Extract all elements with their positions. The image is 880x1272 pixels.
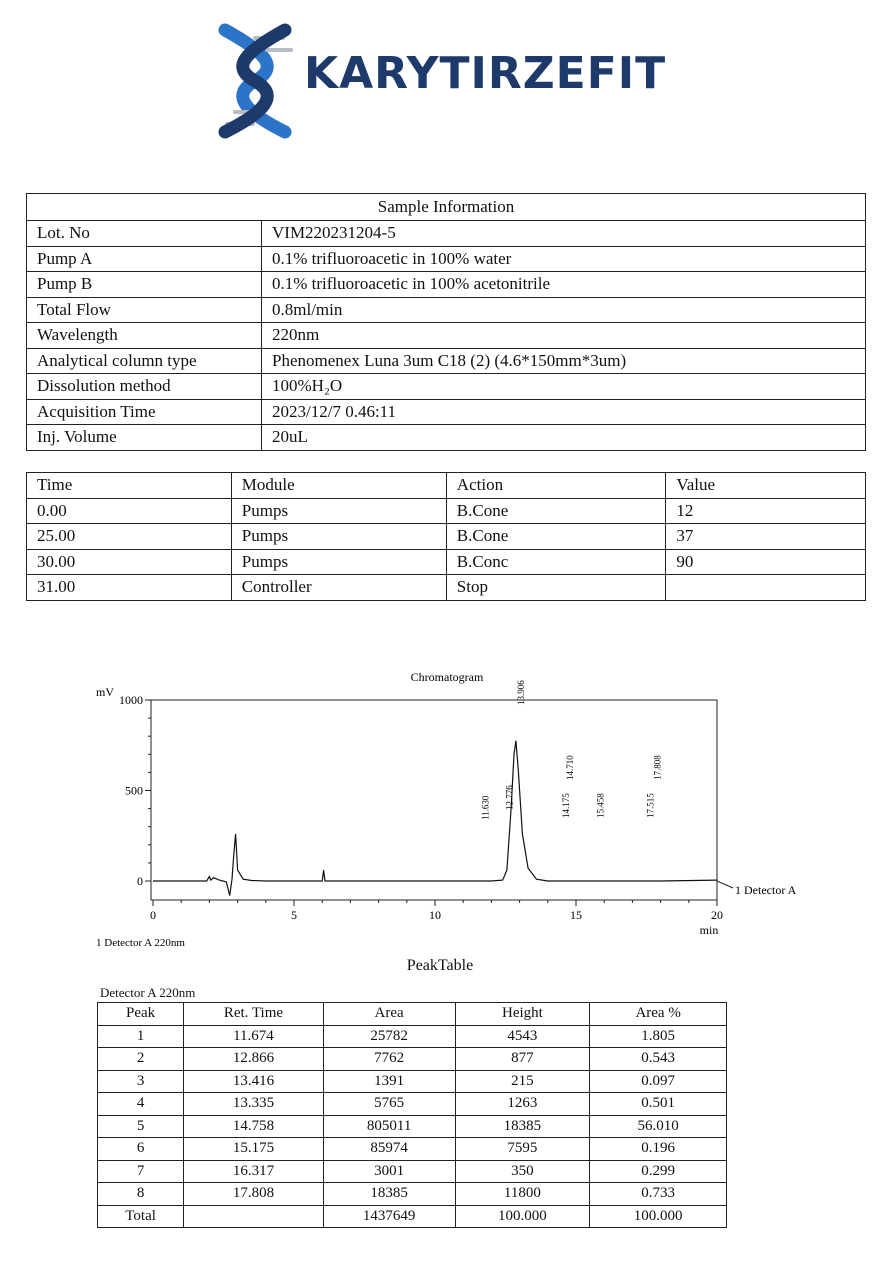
peak-cell: 7 — [98, 1160, 184, 1183]
info-key: Acquisition Time — [27, 399, 262, 425]
info-value: VIM220231204-5 — [262, 221, 866, 247]
program-row — [27, 524, 866, 550]
peak-cell: 5 — [98, 1115, 184, 1138]
info-row — [27, 297, 866, 323]
peak-cell: 14.758 — [184, 1115, 324, 1138]
sample-information-title: Sample Information — [27, 194, 866, 221]
info-row — [27, 323, 866, 349]
program-cell: 31.00 — [27, 575, 232, 601]
program-header-cell: Action — [446, 473, 666, 499]
info-value: 0.8ml/min — [262, 297, 866, 323]
peak-cell: 0.097 — [590, 1070, 727, 1093]
program-header-cell: Module — [231, 473, 446, 499]
series-line-detector-a — [153, 741, 717, 896]
peak-cell: 0.733 — [590, 1183, 727, 1206]
info-row — [27, 374, 866, 400]
peak-row — [98, 1070, 727, 1093]
program-cell: Pumps — [231, 498, 446, 524]
info-row — [27, 272, 866, 298]
peak-cell: 12.866 — [184, 1048, 324, 1071]
info-key: Lot. No — [27, 221, 262, 247]
peak-cell: 16.317 — [184, 1160, 324, 1183]
dna-helix-logo-icon — [205, 22, 305, 140]
peak-label: 15.458 — [595, 793, 606, 818]
peak-row — [98, 1025, 727, 1048]
x-tick-label: 0 — [150, 908, 156, 922]
info-value: 0.1% trifluoroacetic in 100% acetonitrile — [262, 272, 866, 298]
peak-cell: 11.674 — [184, 1025, 324, 1048]
brand-name: KARYTIRZEFIT — [304, 48, 667, 99]
program-cell: 25.00 — [27, 524, 232, 550]
y-tick-label: 0 — [137, 874, 143, 888]
program-cell: 30.00 — [27, 549, 232, 575]
peak-cell: 215 — [455, 1070, 590, 1093]
peak-cell: 0.299 — [590, 1160, 727, 1183]
peak-header-row — [98, 1003, 727, 1026]
peak-cell: 25782 — [323, 1025, 455, 1048]
peak-row — [98, 1093, 727, 1116]
info-value: 2023/12/7 0.46:11 — [262, 399, 866, 425]
peak-cell: 7595 — [455, 1138, 590, 1161]
peak-cell: 6 — [98, 1138, 184, 1161]
peak-cell: 18385 — [323, 1183, 455, 1206]
program-header-cell: Value — [666, 473, 866, 499]
peak-row — [98, 1183, 727, 1206]
peak-cell: 13.416 — [184, 1070, 324, 1093]
peak-header-cell: Ret. Time — [184, 1003, 324, 1026]
info-key: Dissolution method — [27, 374, 262, 400]
time-program-table — [26, 472, 866, 601]
legend-label: 1 Detector A — [735, 883, 797, 897]
info-row — [27, 221, 866, 247]
peak-total-row — [98, 1205, 727, 1228]
peak-header-cell: Area — [323, 1003, 455, 1026]
program-cell: 0.00 — [27, 498, 232, 524]
peak-table-detector: Detector A 220nm — [100, 985, 196, 1000]
peak-cell: 18385 — [455, 1115, 590, 1138]
program-cell: Stop — [446, 575, 666, 601]
peak-label: 17.515 — [645, 793, 656, 818]
peak-header-cell: Height — [455, 1003, 590, 1026]
peak-row — [98, 1138, 727, 1161]
peak-label: 17.808 — [652, 755, 663, 780]
chromatogram-chart — [0, 660, 880, 955]
sample-information-table — [26, 193, 866, 451]
peak-cell: 2 — [98, 1048, 184, 1071]
peak-cell: 0.543 — [590, 1048, 727, 1071]
info-key: Pump A — [27, 246, 262, 272]
peak-cell: 3 — [98, 1070, 184, 1093]
peak-cell: 8 — [98, 1183, 184, 1206]
program-cell: 37 — [666, 524, 866, 550]
program-header-row — [27, 473, 866, 499]
peak-row — [98, 1160, 727, 1183]
peak-cell: 350 — [455, 1160, 590, 1183]
peak-table-title: PeakTable — [406, 957, 474, 974]
legend-leader-line — [717, 881, 733, 888]
info-value: Phenomenex Luna 3um C18 (2) (4.6*150mm*3um) — [262, 348, 866, 374]
peak-cell: 56.010 — [590, 1115, 727, 1138]
peak-cell: 1263 — [455, 1093, 590, 1116]
info-value: 0.1% trifluoroacetic in 100% water — [262, 246, 866, 272]
info-key: Inj. Volume — [27, 425, 262, 451]
program-cell: 90 — [666, 549, 866, 575]
peak-label: 13.906 — [515, 680, 526, 705]
peak-label: 11.630 — [480, 795, 491, 820]
x-axis-label: min — [699, 923, 719, 937]
peak-total-cell: 100.000 — [590, 1205, 727, 1228]
info-value: 220nm — [262, 323, 866, 349]
peak-cell: 4 — [98, 1093, 184, 1116]
peak-table — [97, 1002, 727, 1228]
peak-header-cell: Area % — [590, 1003, 727, 1026]
peak-cell: 805011 — [323, 1115, 455, 1138]
x-tick-label: 5 — [291, 908, 297, 922]
peak-label: 12.776 — [504, 785, 515, 810]
program-cell — [666, 575, 866, 601]
peak-cell: 13.335 — [184, 1093, 324, 1116]
info-key: Pump B — [27, 272, 262, 298]
program-cell: B.Cone — [446, 524, 666, 550]
program-row — [27, 575, 866, 601]
y-tick-label: 500 — [125, 783, 143, 798]
peak-cell: 17.808 — [184, 1183, 324, 1206]
x-tick-label: 15 — [570, 908, 582, 922]
chart-title: Chromatogram — [410, 670, 484, 684]
program-header-cell: Time — [27, 473, 232, 499]
info-row — [27, 246, 866, 272]
peak-cell: 85974 — [323, 1138, 455, 1161]
peak-cell: 877 — [455, 1048, 590, 1071]
program-cell: B.Cone — [446, 498, 666, 524]
info-row — [27, 399, 866, 425]
program-row — [27, 498, 866, 524]
peak-cell: 3001 — [323, 1160, 455, 1183]
peak-cell: 5765 — [323, 1093, 455, 1116]
info-row — [27, 348, 866, 374]
plot-frame — [151, 700, 717, 900]
program-row — [27, 549, 866, 575]
peak-cell: 1 — [98, 1025, 184, 1048]
program-cell: Controller — [231, 575, 446, 601]
chart-footer-detector: 1 Detector A 220nm — [96, 937, 185, 949]
peak-total-cell: Total — [98, 1205, 184, 1228]
info-value: 20uL — [262, 425, 866, 451]
peak-cell: 11800 — [455, 1183, 590, 1206]
program-cell: Pumps — [231, 524, 446, 550]
x-tick-label: 10 — [429, 908, 441, 922]
program-cell: Pumps — [231, 549, 446, 575]
peak-header-cell: Peak — [98, 1003, 184, 1026]
info-value: 100%H₂O — [262, 374, 866, 400]
peak-cell: 0.196 — [590, 1138, 727, 1161]
y-tick-label: 1000 — [119, 693, 143, 707]
info-key: Wavelength — [27, 323, 262, 349]
peak-total-cell — [184, 1205, 324, 1228]
info-row — [27, 425, 866, 451]
peak-label: 14.175 — [561, 793, 571, 818]
peak-cell: 15.175 — [184, 1138, 324, 1161]
peak-total-cell: 1437649 — [323, 1205, 455, 1228]
peak-cell: 1.805 — [590, 1025, 727, 1048]
peak-total-cell: 100.000 — [455, 1205, 590, 1228]
peak-cell: 7762 — [323, 1048, 455, 1071]
peak-cell: 4543 — [455, 1025, 590, 1048]
peak-row — [98, 1048, 727, 1071]
program-cell: B.Conc — [446, 549, 666, 575]
x-tick-label: 20 — [711, 908, 723, 922]
program-cell: 12 — [666, 498, 866, 524]
info-key: Analytical column type — [27, 348, 262, 374]
info-key: Total Flow — [27, 297, 262, 323]
y-axis-label: mV — [96, 685, 114, 699]
peak-cell: 0.501 — [590, 1093, 727, 1116]
peak-cell: 1391 — [323, 1070, 455, 1093]
peak-row — [98, 1115, 727, 1138]
peak-label: 14.710 — [565, 755, 576, 780]
